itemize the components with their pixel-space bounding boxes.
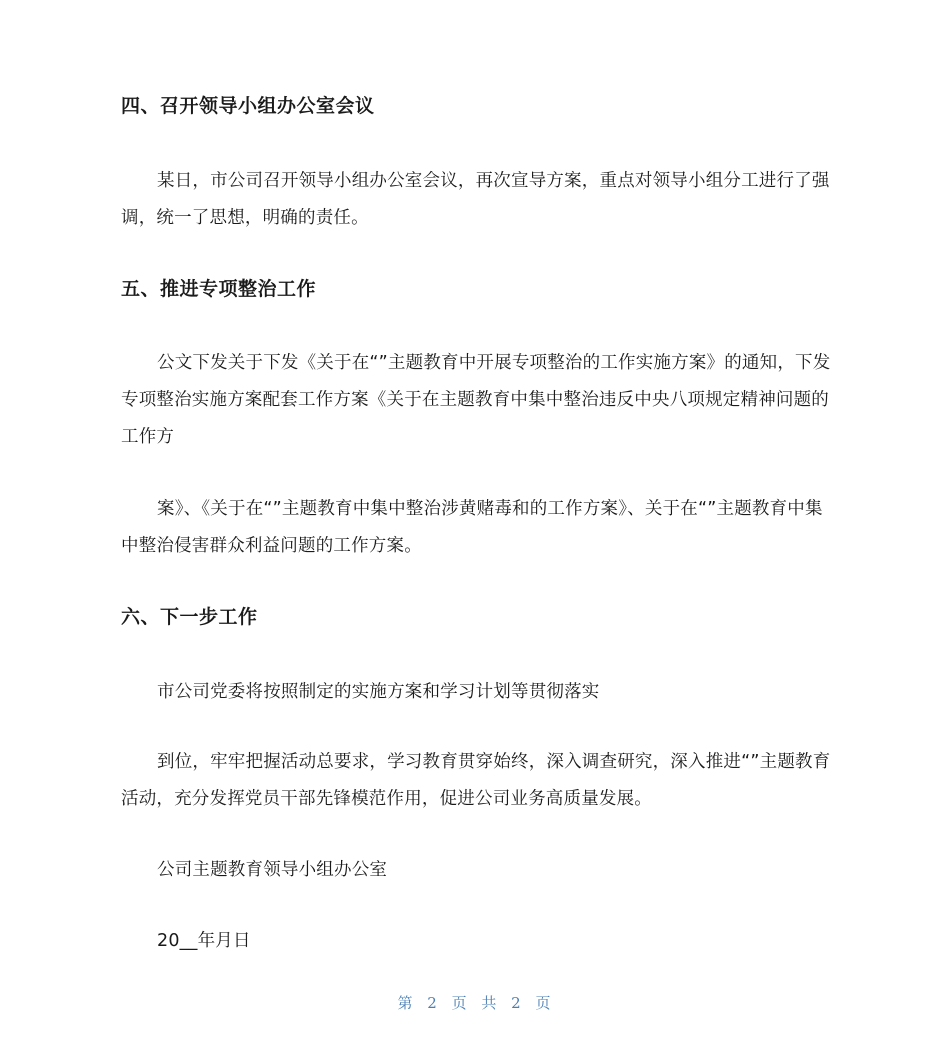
page-number-footer: 第 2 页 共 2 页 (397, 994, 553, 1012)
paragraph-next-steps-detail: 到位，牢牢把握活动总要求，学习教育贯穿始终，深入调查研究，深入推进“”主题教育活动，充分发挥党员干部先锋模范作用，促进公司业务高质量发展。 (121, 752, 831, 809)
paragraph-next-steps-intro: 市公司党委将按照制定的实施方案和学习计划等贯彻落实 (157, 682, 600, 702)
paragraph-rectification-plans: 案》、《关于在“”主题教育中集中整治涉黄赌毒和的工作方案》、关于在“”主题教育中集中整治侵害群众利益问题的工作方案。 (121, 499, 823, 556)
signature-date: 20__年月日 (157, 931, 251, 951)
section-heading-6: 六、下一步工作 (121, 606, 258, 628)
signature-office: 公司主题教育领导小组办公室 (157, 860, 388, 880)
section-heading-5: 五、推进专项整治工作 (121, 278, 317, 300)
paragraph-rectification-notice: 公文下发关于下发《关于在“”主题教育中开展专项整治的工作实施方案》的通知，下发专项整治实施方案配套工作方案《关于在主题教育中集中整治违反中央八项规定精神问题的工作方 (121, 353, 831, 447)
paragraph-meeting: 某日，市公司召开领导小组办公室会议，再次宣导方案，重点对领导小组分工进行了强调，统一了思想，明确的责任。 (121, 171, 830, 228)
section-heading-4: 四、召开领导小组办公室会议 (121, 95, 375, 117)
